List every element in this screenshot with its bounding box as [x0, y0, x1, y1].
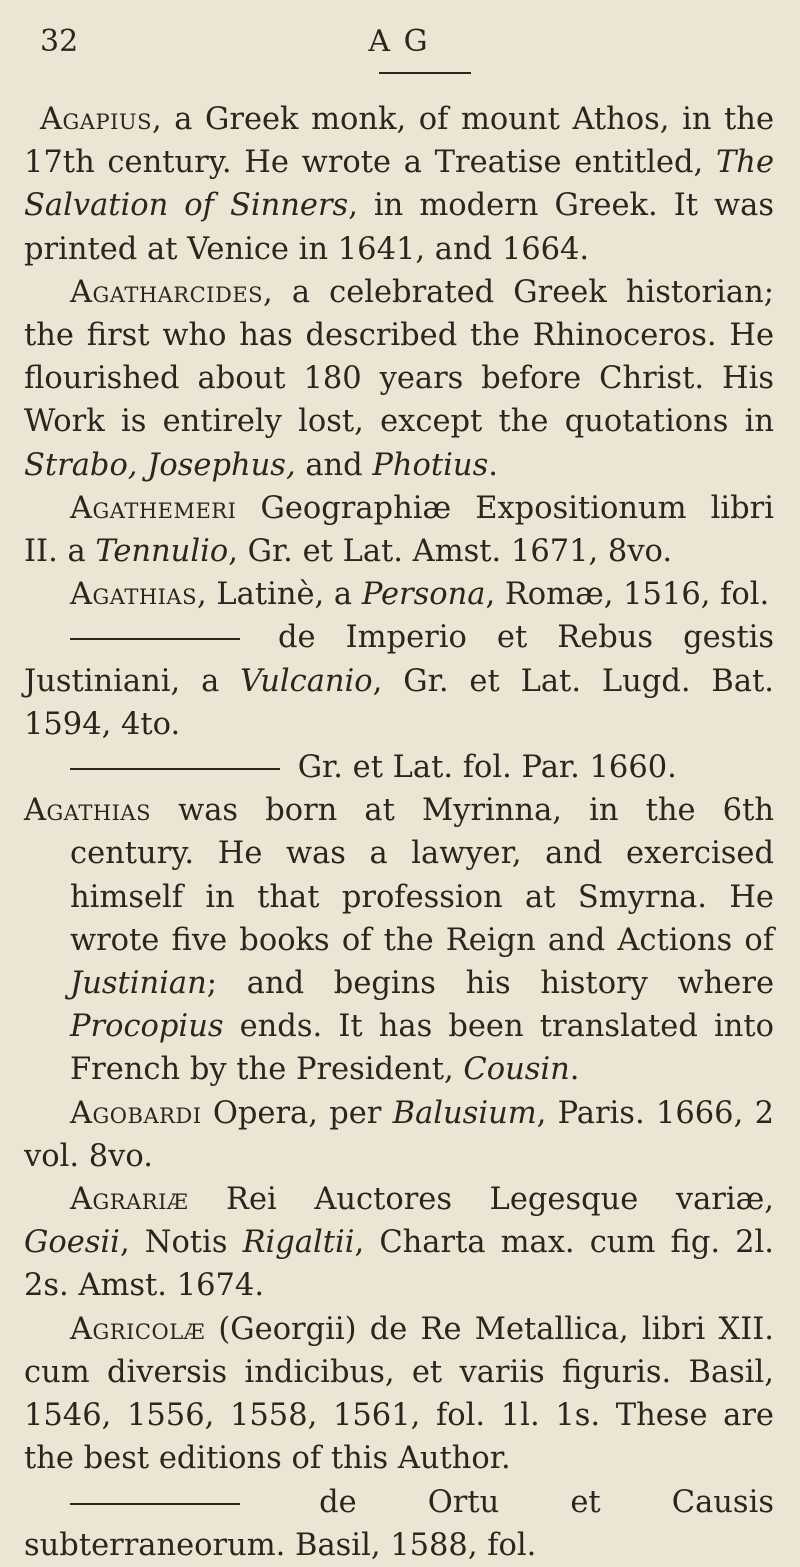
entry-head: Agathias	[70, 577, 197, 613]
header-rule	[379, 72, 471, 74]
entry-agatharcides: Agatharcides, a celebrated Greek historian; the first who has described the Rhinoceros. He flourished about 180 years before Christ. His Work is entirely lost, except the quotations in Strabo, Josephus, and Photius.	[24, 274, 774, 483]
entry-head: Agatharcides	[70, 274, 264, 310]
book-title: The Salvation of Sinners	[24, 145, 774, 224]
entry-head: Agobardi	[70, 1095, 202, 1131]
entry-agathias-latine: Agathias, Latinè, a Persona, Romæ, 1516, fol.	[70, 577, 770, 613]
entry-agathias-biography: Agathias was born at Myrinna, in the 6th century. He was a lawyer, and exercised himself in that profession at Smyrna. He wrote five books of the Reign and Actions of Justinian; and begins his history where Procopius ends. It has been translated into French by the President, Cousin.	[24, 793, 774, 1088]
ditto-rule	[70, 638, 240, 640]
entry-head: Agrariæ	[70, 1182, 189, 1218]
page-header	[24, 20, 774, 98]
entry-agricolae: Agricolæ (Georgii) de Re Metallica, libri XII. cum diversis indicibus, et variis figuris. Basil, 1546, 1556, 1558, 1561, fol. 1l. 1s. These are the best editions of this Author.	[24, 1311, 774, 1477]
entry-agapius: Agapius, a Greek monk, of mount Athos, in the 17th century. He wrote a Treatise entitled, The Salvation of Sinners, in modern Greek. It was printed at Venice in 1641, and 1664.	[24, 102, 774, 267]
page-number: 32	[40, 24, 79, 59]
entry-agobardi: Agobardi Opera, per Balusium, Paris. 1666, 2 vol. 8vo.	[24, 1095, 774, 1174]
entry-agathias-imperio: de Imperio et Rebus gestis Justiniani, a Vulcanio, Gr. et Lat. Lugd. Bat. 1594, 4to.	[24, 620, 774, 742]
entry-agathias-paris: Gr. et Lat. fol. Par. 1660.	[24, 746, 774, 789]
entry-head: Agathias	[24, 793, 151, 829]
entry-agricolae-ortu: de Ortu et Causis subterraneorum. Basil, 1588, fol.	[24, 1484, 774, 1563]
running-head: A G	[368, 24, 430, 59]
ditto-rule	[70, 1503, 240, 1505]
entry-agathemeri: Agathemeri Geographiæ Expositionum libri II. a Tennulio, Gr. et Lat. Amst. 1671, 8vo.	[24, 490, 774, 570]
entry-head: Agapius	[40, 102, 152, 137]
ditto-rule	[70, 768, 280, 770]
entry-head: Agricolæ	[70, 1311, 206, 1347]
entry-head: Agathemeri	[70, 490, 237, 526]
entry-agrariae: Agrariæ Rei Auctores Legesque variæ, Goesii, Notis Rigaltii, Charta max. cum fig. 2l. 2s. Amst. 1674.	[24, 1182, 774, 1304]
